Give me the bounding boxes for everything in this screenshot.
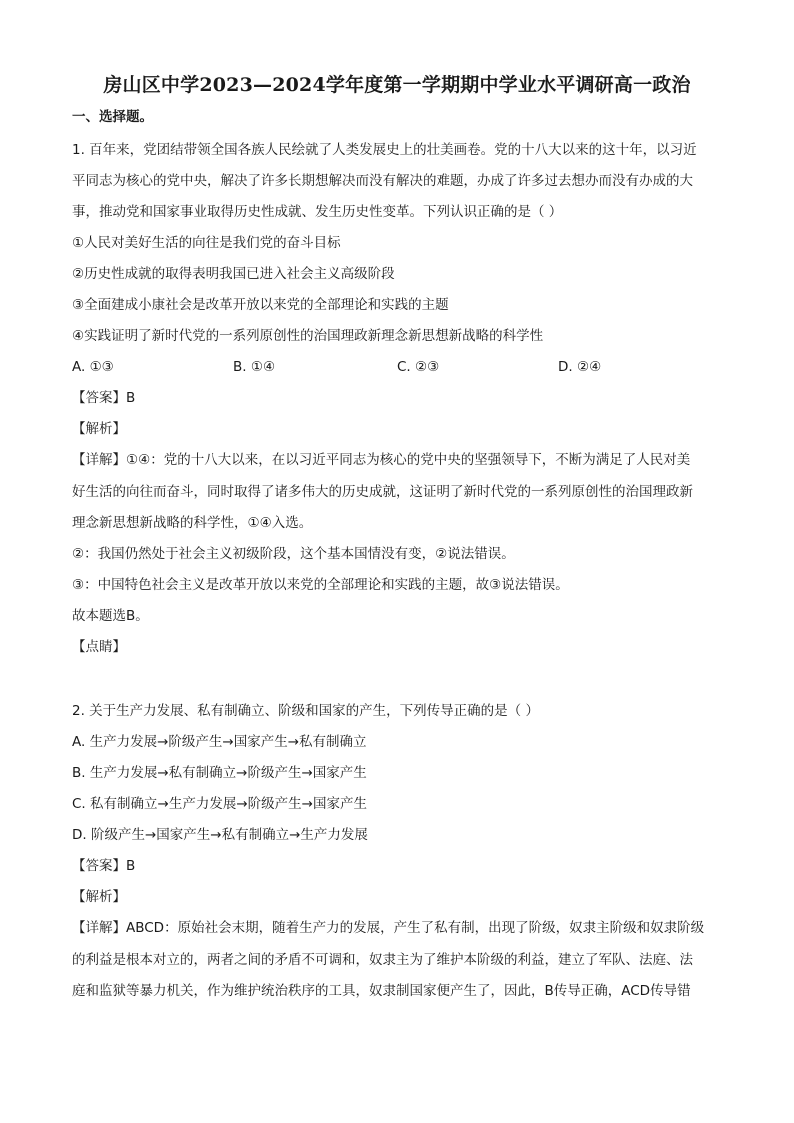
q1-statement-4: ④实践证明了新时代党的一系列原创性的治国理政新理念新思想新战略的科学性 bbox=[72, 328, 544, 344]
q1-option-b: B. ①④ bbox=[233, 359, 276, 375]
q1-analysis-label: 【解析】 bbox=[72, 421, 126, 437]
q2-option-c: C. 私有制确立→生产力发展→阶级产生→国家产生 bbox=[72, 796, 367, 812]
q2-detail-line-1: 【详解】ABCD：原始社会末期，随着生产力的发展，产生了私有制，出现了阶级，奴隶主阶级和奴隶阶级 bbox=[72, 920, 705, 936]
q1-stem-line-2: 平同志为核心的党中央，解决了许多长期想解决而没有解决的难题，办成了许多过去想办而没有办成的大 bbox=[72, 173, 693, 189]
page-title: 房山区中学2023—2024学年度第一学期期中学业水平调研高一政治 bbox=[103, 74, 691, 96]
q1-detail-line-3: 理念新思想新战略的科学性，①④入选。 bbox=[72, 515, 313, 531]
q1-stem-line-3: 事，推动党和国家事业取得历史性成就、发生历史性变革。下列认识正确的是（ ） bbox=[72, 204, 563, 220]
q2-option-d: D. 阶级产生→国家产生→私有制确立→生产力发展 bbox=[72, 827, 368, 843]
q1-detail-line-1: 【详解】①④：党的十八大以来，在以习近平同志为核心的党中央的坚强领导下，不断为满足了人民对美 bbox=[72, 452, 691, 468]
q1-option-c: C. ②③ bbox=[397, 359, 440, 375]
q2-answer: 【答案】B bbox=[72, 858, 136, 874]
q1-statement-3: ③全面建成小康社会是改革开放以来党的全部理论和实践的主题 bbox=[72, 297, 449, 313]
q2-detail-line-2: 的利益是根本对立的，两者之间的矛盾不可调和，奴隶主为了维护本阶级的利益，建立了军队、法庭、法 bbox=[72, 952, 693, 968]
q1-detail-line-6: 故本题选B。 bbox=[72, 608, 149, 624]
q1-option-d: D. ②④ bbox=[558, 359, 602, 375]
q2-analysis-label: 【解析】 bbox=[72, 889, 126, 905]
q1-statement-1: ①人民对美好生活的向往是我们党的奋斗目标 bbox=[72, 235, 341, 251]
q1-detail-line-5: ③：中国特色社会主义是改革开放以来党的全部理论和实践的主题，故③说法错误。 bbox=[72, 577, 569, 593]
q1-detail-line-4: ②：我国仍然处于社会主义初级阶段，这个基本国情没有变，②说法错误。 bbox=[72, 546, 515, 562]
q1-answer: 【答案】B bbox=[72, 390, 136, 406]
q2-detail-line-3: 庭和监狱等暴力机关，作为维护统治秩序的工具，奴隶制国家便产生了，因此，B传导正确，ACD传导错 bbox=[72, 983, 691, 999]
q2-option-a: A. 生产力发展→阶级产生→国家产生→私有制确立 bbox=[72, 734, 367, 750]
section-heading: 一、选择题。 bbox=[72, 109, 153, 125]
q1-detail-line-2: 好生活的向往而奋斗，同时取得了诸多伟大的历史成就，这证明了新时代党的一系列原创性的治国理政新 bbox=[72, 484, 693, 500]
q1-statement-2: ②历史性成就的取得表明我国已进入社会主义高级阶段 bbox=[72, 266, 395, 282]
q2-stem: 2. 关于生产力发展、私有制确立、阶级和国家的产生，下列传导正确的是（ ） bbox=[72, 703, 539, 719]
q1-stem-line-1: 1. 百年来，党团结带领全国各族人民绘就了人类发展史上的壮美画卷。党的十八大以来的这十年，以习近 bbox=[72, 142, 697, 158]
q1-option-a: A. ①③ bbox=[72, 359, 114, 375]
q2-option-b: B. 生产力发展→私有制确立→阶级产生→国家产生 bbox=[72, 765, 367, 781]
q1-pointer-label: 【点睛】 bbox=[72, 639, 126, 655]
